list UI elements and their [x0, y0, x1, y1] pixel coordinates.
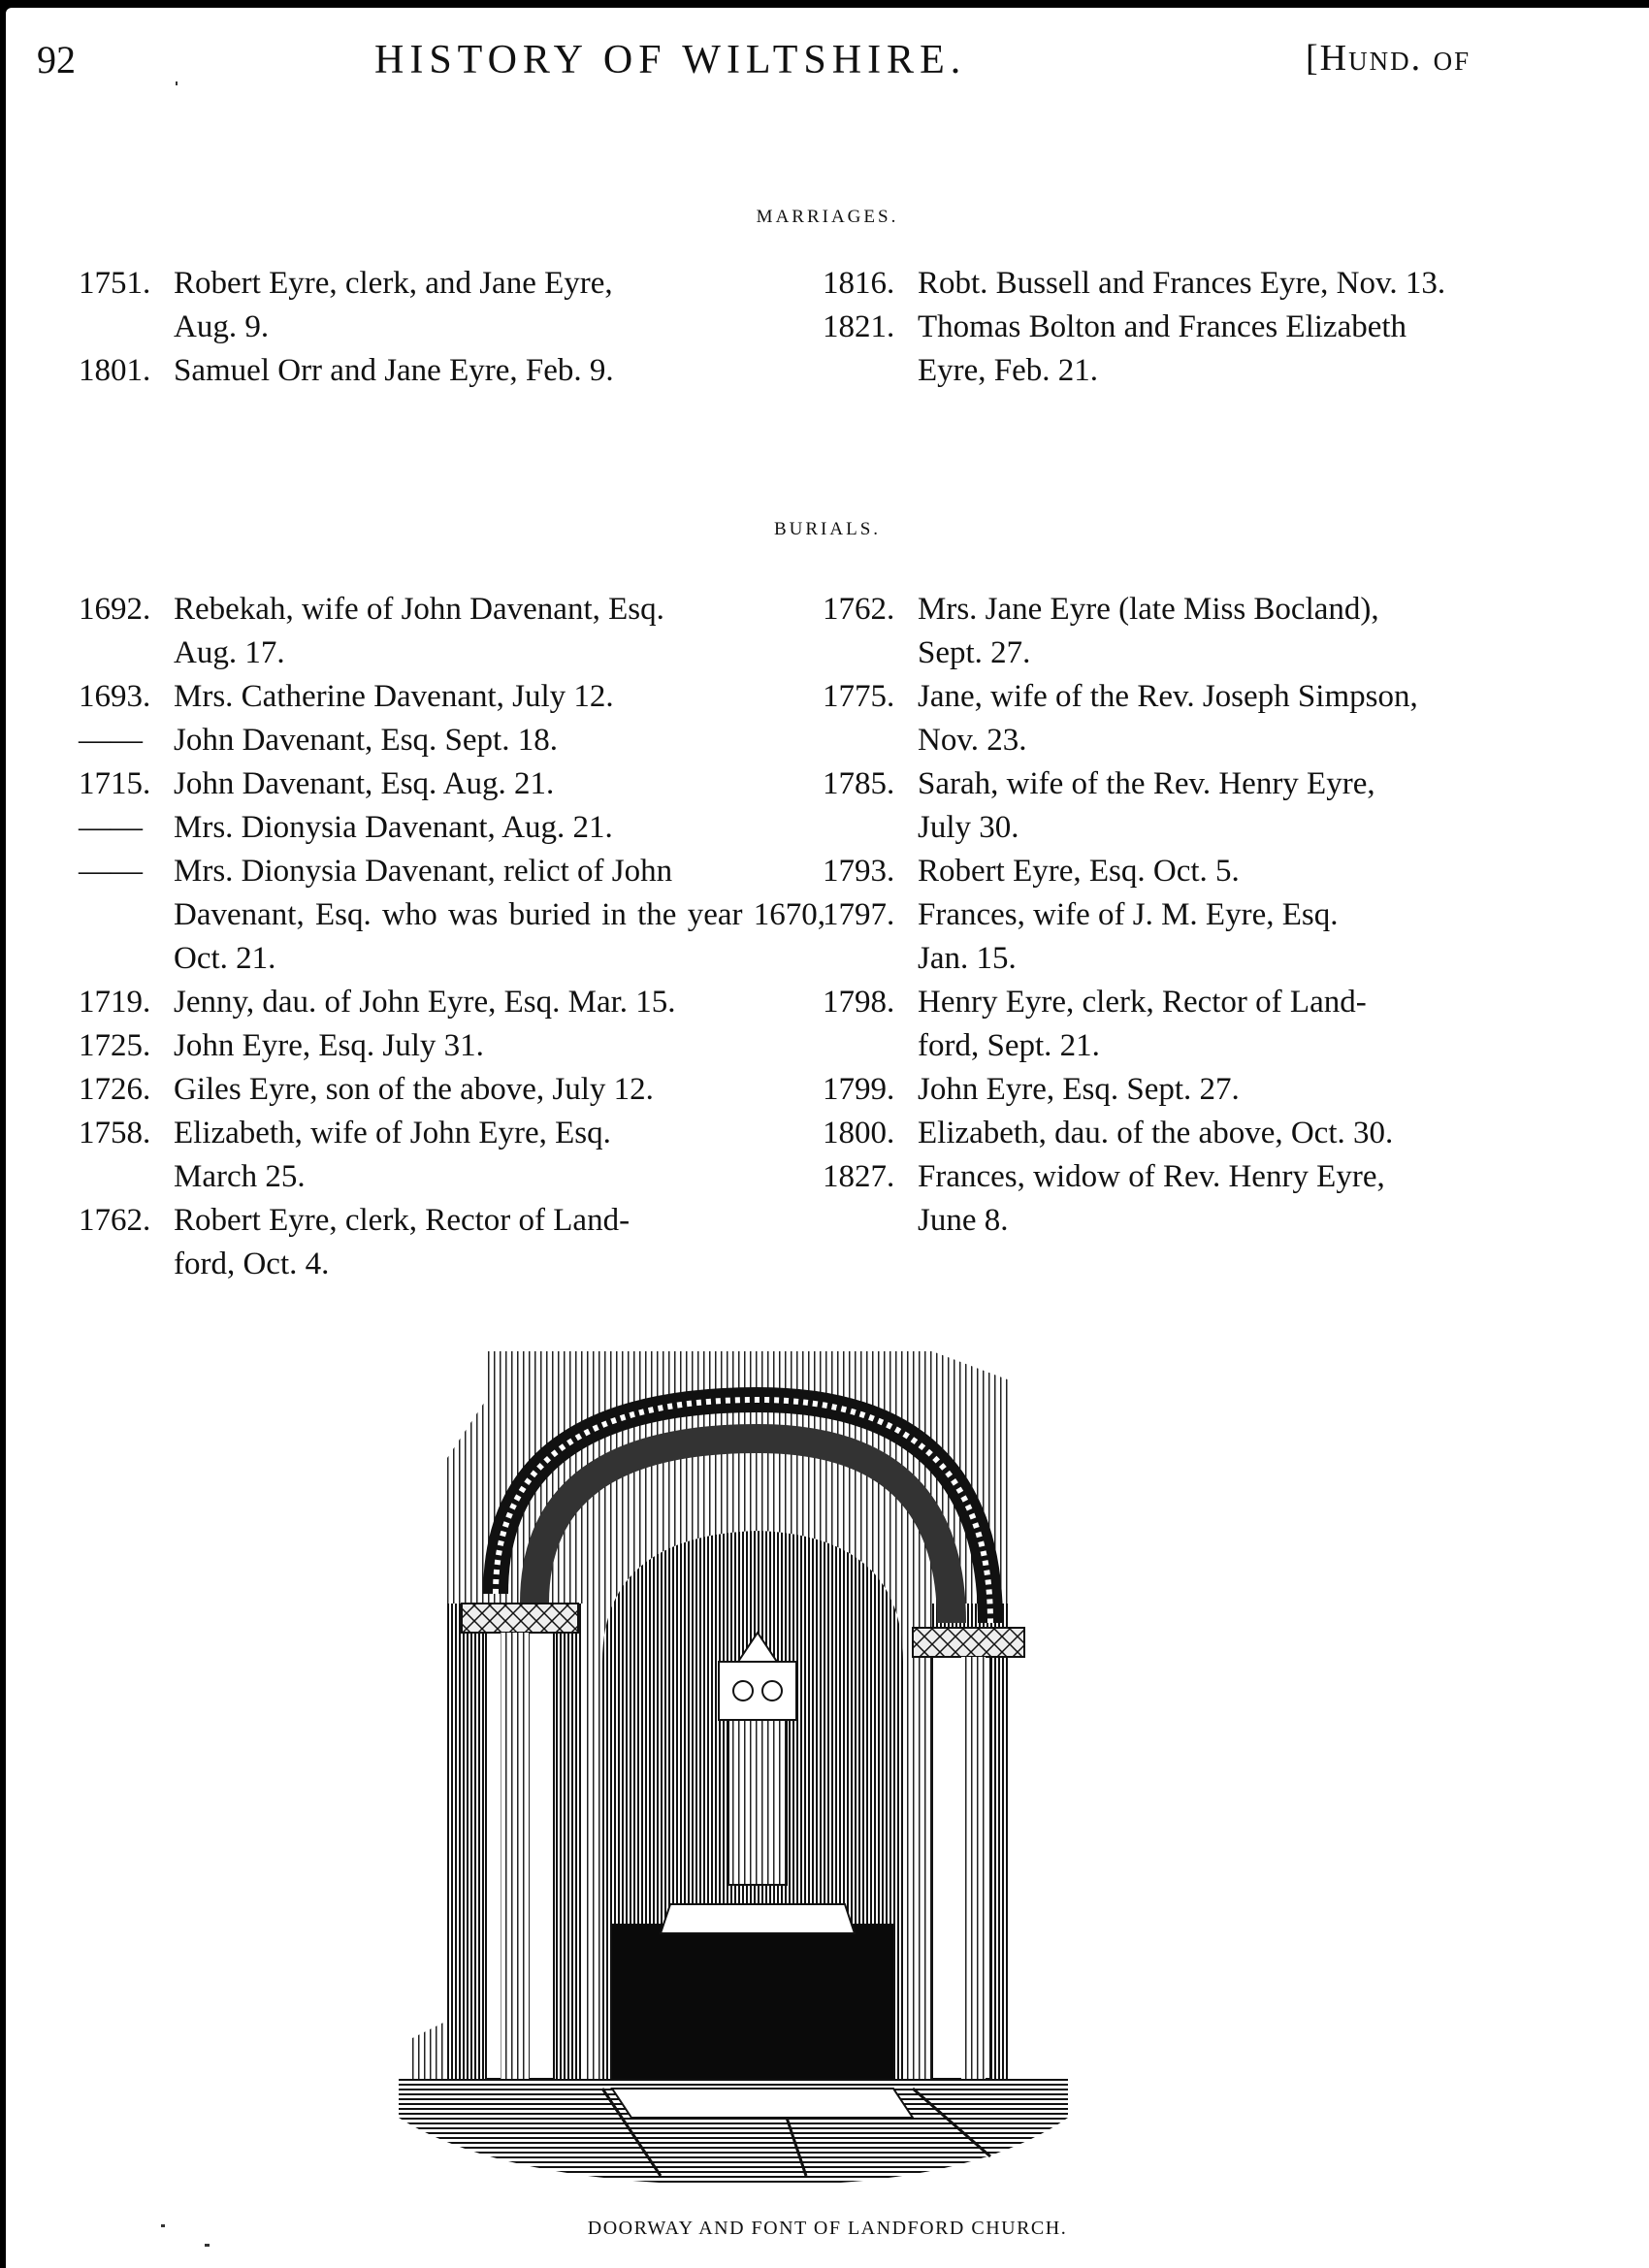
- right-column-shading: [961, 1657, 986, 2079]
- scan-speck: [176, 81, 178, 85]
- marriage-entry: [823, 306, 1545, 393]
- entry-text: Henry Eyre, clerk, Rector of Land-: [918, 985, 1367, 1020]
- entry-year: 1751.: [79, 266, 151, 301]
- doorway-shadow: [612, 1924, 893, 2079]
- entry-year: 1798.: [823, 985, 895, 1020]
- burials-heading: BURIALS.: [773, 519, 882, 539]
- entry-text: John Eyre, Esq. Sept. 27.: [918, 1072, 1240, 1107]
- entry-continuation: Aug. 17.: [174, 635, 285, 670]
- entry-year: 1797.: [823, 897, 895, 932]
- entry-text: Mrs. Jane Eyre (late Miss Bocland),: [918, 592, 1379, 627]
- entry-year: 1715.: [79, 766, 151, 801]
- burial-entry: [79, 981, 825, 1024]
- entry-continuation: June 8.: [918, 1203, 1009, 1238]
- burial-entry: [823, 1155, 1545, 1243]
- entry-text: Jenny, dau. of John Eyre, Esq. Mar. 15.: [174, 985, 676, 1020]
- entry-ditto-dash: ——: [79, 854, 143, 889]
- entry-year: 1827.: [823, 1159, 895, 1194]
- burial-entry: [79, 806, 825, 850]
- running-title: HISTORY OF WILTSHIRE.: [374, 38, 967, 82]
- entry-text: Robert Eyre, clerk, Rector of Land-: [174, 1203, 630, 1238]
- entry-continuation: Sept. 27.: [918, 635, 1031, 670]
- marriage-entry: [823, 262, 1545, 306]
- entry-text: Robert Eyre, clerk, and Jane Eyre,: [174, 266, 613, 301]
- entry-text: Mrs. Dionysia Davenant, Aug. 21.: [174, 810, 613, 845]
- entry-continuation: Eyre, Feb. 21.: [918, 353, 1099, 388]
- burial-entry: [823, 762, 1545, 850]
- entry-year: 1800.: [823, 1116, 895, 1150]
- engraving-doorway-font: [389, 1342, 1126, 2186]
- entry-text: John Davenant, Esq. Aug. 21.: [174, 766, 555, 801]
- marriages-left-column: [79, 262, 825, 393]
- left-column-shading: [501, 1633, 530, 2079]
- entry-continuation: Nov. 23.: [918, 723, 1027, 758]
- marriages-right-column: [823, 262, 1545, 393]
- entry-year: 1719.: [79, 985, 151, 1020]
- entry-text: John Eyre, Esq. July 31.: [174, 1028, 484, 1063]
- marriage-entry: [79, 262, 825, 349]
- entry-text: Robert Eyre, Esq. Oct. 5.: [918, 854, 1240, 889]
- burial-entry: [823, 1068, 1545, 1112]
- entry-text: Rebekah, wife of John Davenant, Esq.: [174, 592, 664, 627]
- burial-entry: [823, 850, 1545, 893]
- burial-entry: [79, 719, 825, 762]
- page-number: 92: [37, 38, 76, 81]
- burial-entry: [823, 675, 1545, 762]
- entry-text: Samuel Orr and Jane Eyre, Feb. 9.: [174, 353, 614, 388]
- entry-year: 1793.: [823, 854, 895, 889]
- entry-year: 1775.: [823, 679, 895, 714]
- burial-entry: [823, 588, 1545, 675]
- entry-year: 1758.: [79, 1116, 151, 1150]
- entry-ditto-dash: ——: [79, 810, 143, 845]
- entry-continuation: Aug. 9.: [174, 309, 270, 344]
- book-page: [6, 8, 1649, 2268]
- entry-year: 1692.: [79, 592, 151, 627]
- entry-text: Robt. Bussell and Frances Eyre, Nov. 13.: [918, 266, 1446, 301]
- entry-continuation: ford, Oct. 4.: [174, 1247, 330, 1281]
- entry-year: 1693.: [79, 679, 151, 714]
- entry-text: Frances, wife of J. M. Eyre, Esq.: [918, 897, 1339, 932]
- running-section: [Hund. of: [1306, 38, 1471, 79]
- scan-speck: [161, 2224, 165, 2227]
- burial-entry: [79, 762, 825, 806]
- entry-year: 1821.: [823, 309, 895, 344]
- burials-left-column: [79, 588, 825, 1286]
- threshold-stone: [612, 2089, 913, 2118]
- entry-continuation: March 25.: [174, 1159, 306, 1194]
- burial-entry: [79, 588, 825, 675]
- entry-text: Thomas Bolton and Frances Elizabeth: [918, 309, 1407, 344]
- scan-speck: [205, 2244, 210, 2247]
- right-capital: [913, 1628, 1024, 1657]
- entry-continuation: Jan. 15.: [918, 941, 1017, 976]
- burial-entry: [79, 1199, 825, 1286]
- entry-year: 1801.: [79, 353, 151, 388]
- entry-year: 1726.: [79, 1072, 151, 1107]
- entry-year: 1785.: [823, 766, 895, 801]
- entry-text: Mrs. Dionysia Davenant, relict of John: [174, 854, 673, 889]
- burial-entry: [823, 893, 1545, 981]
- entry-text: John Davenant, Esq. Sept. 18.: [174, 723, 558, 758]
- entry-ditto-dash: ——: [79, 723, 143, 758]
- entry-text: Jane, wife of the Rev. Joseph Simpson,: [918, 679, 1418, 714]
- burial-entry: [79, 1024, 825, 1068]
- entry-year: 1799.: [823, 1072, 895, 1107]
- burial-entry: [823, 1112, 1545, 1155]
- burial-entry: [79, 1068, 825, 1112]
- burial-entry: [823, 981, 1545, 1068]
- left-capital: [462, 1604, 578, 1633]
- burial-entry: [79, 675, 825, 719]
- burial-entry: [79, 1112, 825, 1199]
- entry-continuation: July 30.: [918, 810, 1019, 845]
- entry-year: 1725.: [79, 1028, 151, 1063]
- illustration-caption: DOORWAY AND FONT OF LANDFORD CHURCH.: [587, 2218, 1068, 2239]
- entry-year: 1762.: [79, 1203, 151, 1238]
- entry-year: 1816.: [823, 266, 895, 301]
- burial-entry: [79, 850, 825, 981]
- entry-continuation: ford, Sept. 21.: [918, 1028, 1100, 1063]
- entry-text: Frances, widow of Rev. Henry Eyre,: [918, 1159, 1385, 1194]
- marriage-entry: [79, 349, 825, 393]
- running-head: [6, 37, 1649, 95]
- entry-text: Mrs. Catherine Davenant, July 12.: [174, 679, 614, 714]
- entry-year: 1762.: [823, 592, 895, 627]
- entry-text: Elizabeth, wife of John Eyre, Esq.: [174, 1116, 611, 1150]
- entry-text: Giles Eyre, son of the above, July 12.: [174, 1072, 654, 1107]
- burials-right-column: [823, 588, 1545, 1243]
- entry-text: Elizabeth, dau. of the above, Oct. 30.: [918, 1116, 1394, 1150]
- entry-text: Sarah, wife of the Rev. Henry Eyre,: [918, 766, 1375, 801]
- entry-continuation: Davenant, Esq. who was buried in the year 1670, Oct. 21.: [174, 897, 825, 976]
- marriages-heading: MARRIAGES.: [756, 207, 899, 227]
